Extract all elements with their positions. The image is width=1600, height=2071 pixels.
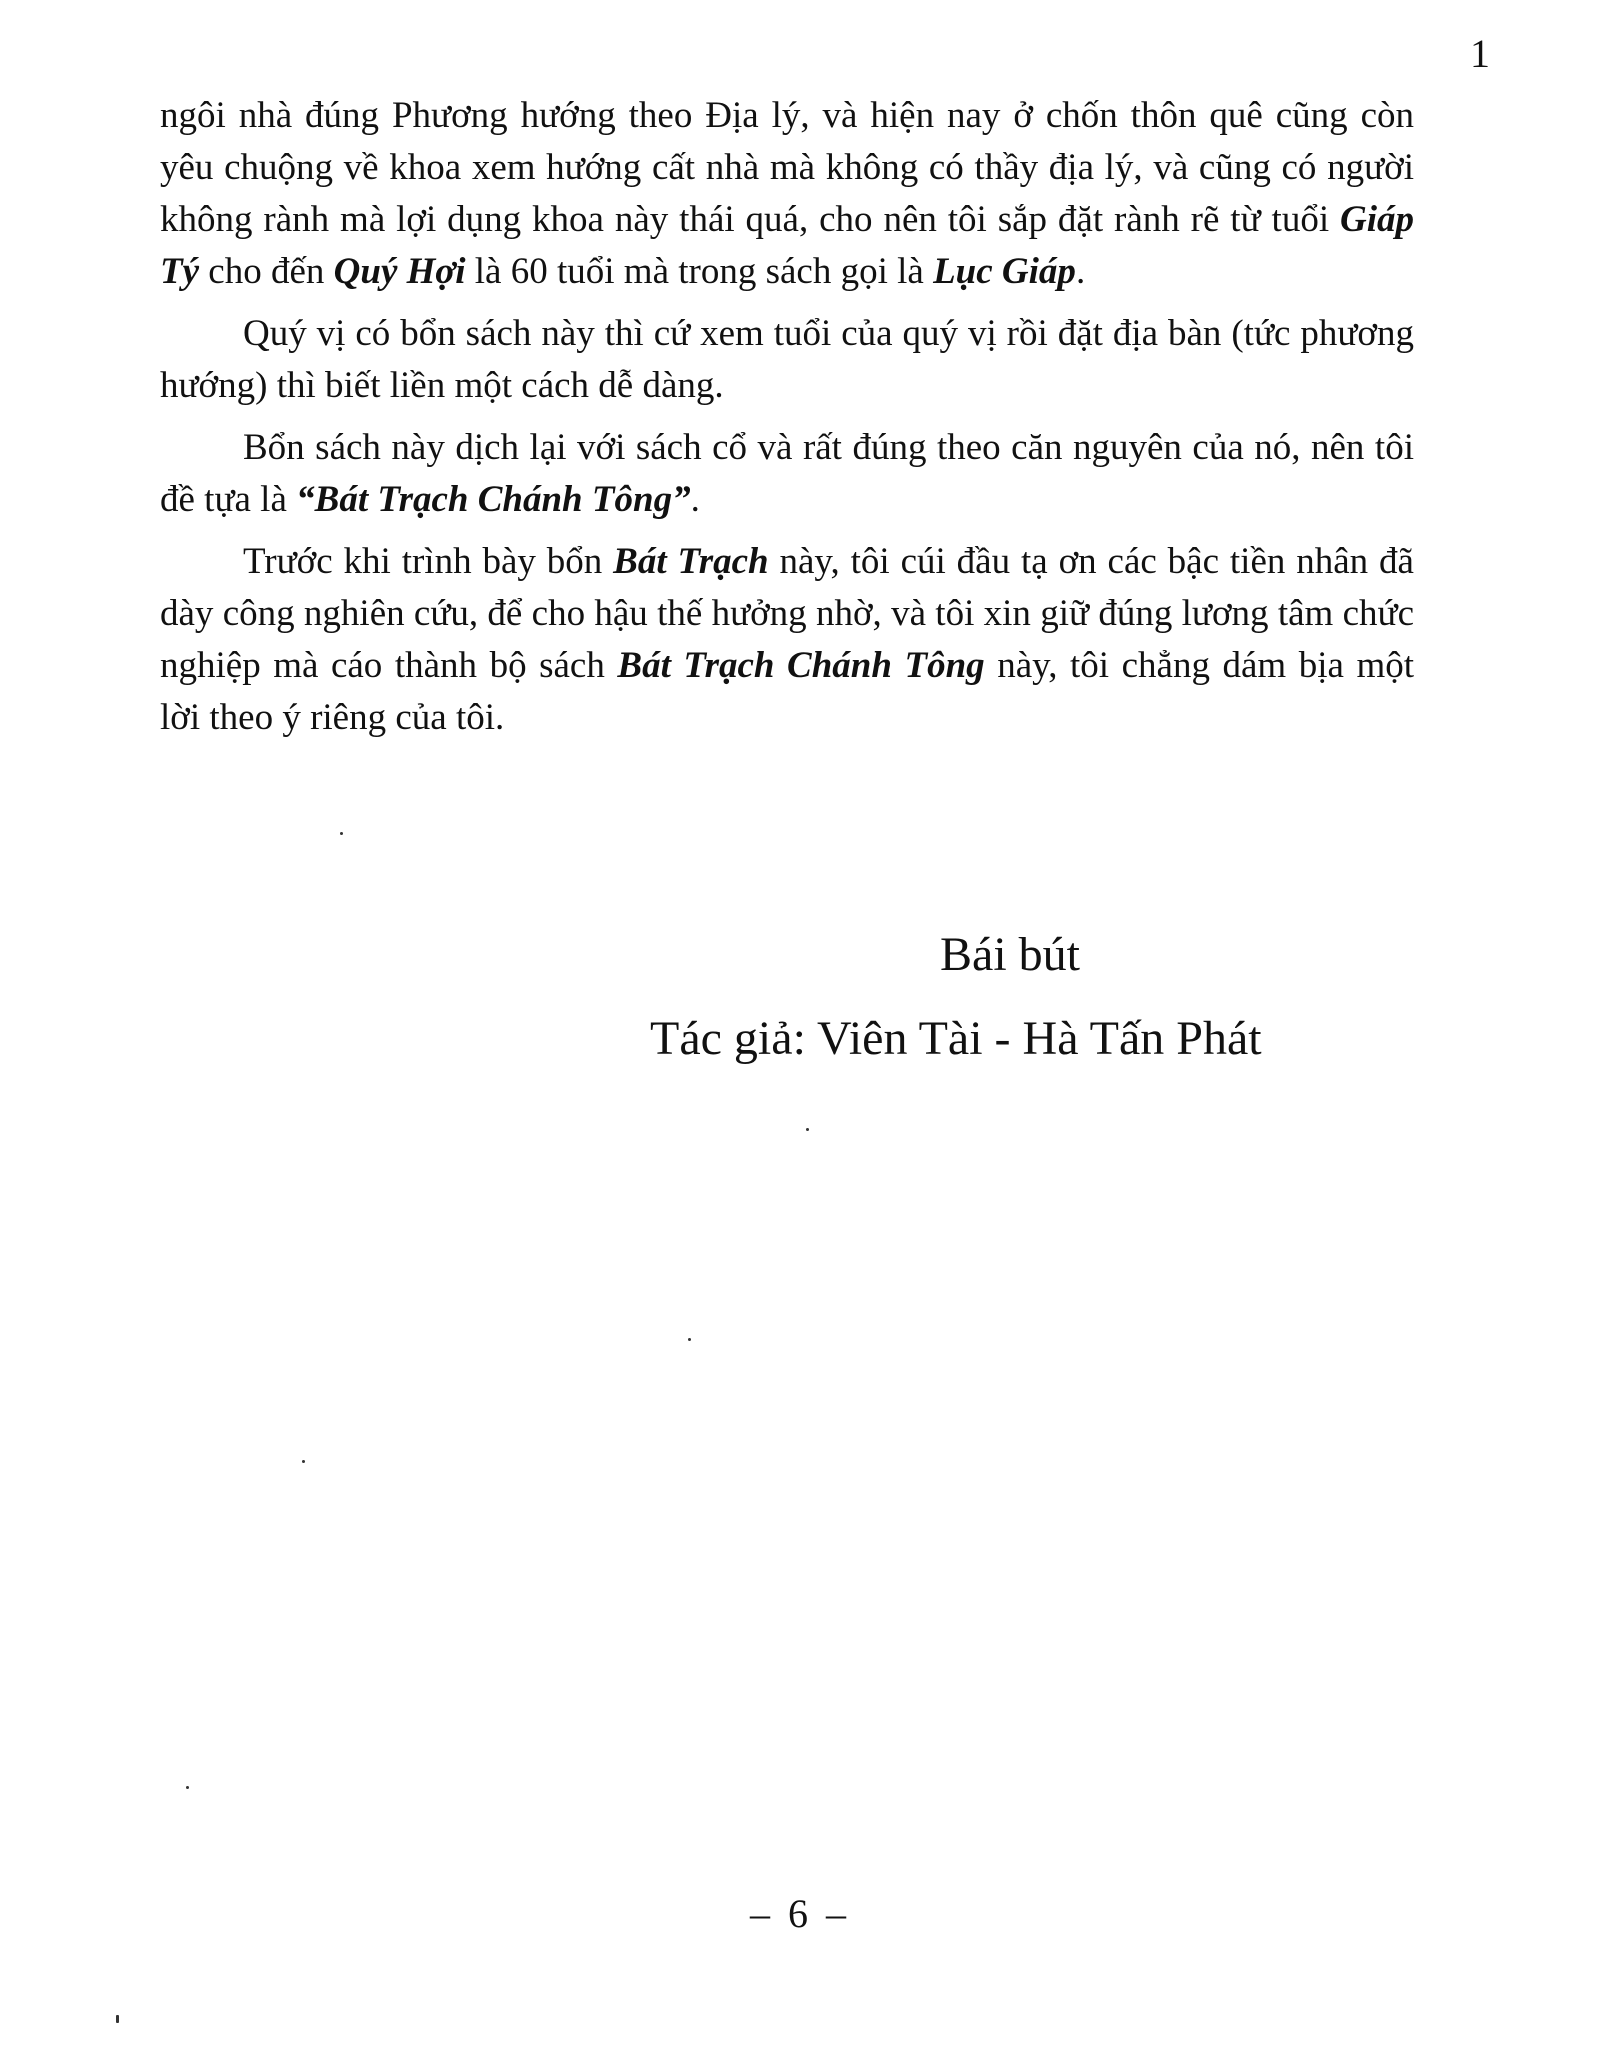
paragraph — [160, 536, 1414, 744]
signature-author: Tác giả: Viên Tài - Hà Tấn Phát — [650, 1012, 1262, 1066]
signature-block — [650, 924, 1450, 1071]
scan-speck — [688, 1338, 691, 1341]
body-text — [160, 90, 1414, 754]
text-run: Bổn sách này dịch lại với sách cổ và rất đúng theo căn nguyên của nó, nên tôi đề tựa là — [160, 427, 1414, 520]
scan-speck — [116, 2015, 119, 2023]
emphasized-term: Giáp Tý — [160, 199, 1414, 292]
text-run: . — [1075, 251, 1086, 292]
emphasized-term: “Bát Trạch Chánh Tông” — [296, 479, 691, 520]
emphasized-term: Lục Giáp — [933, 251, 1076, 292]
text-run: . — [690, 479, 700, 520]
scan-speck — [302, 1460, 305, 1463]
text-run: này, tôi cúi đầu tạ ơn các bậc tiền nhân đã dày công nghiên cứu, để cho hậu thế hưởng nhờ, và tôi xin giữ đúng lương tâm chức nghiệp mà cáo thành bộ sách — [160, 541, 1414, 686]
paragraph — [160, 90, 1414, 298]
scan-speck — [186, 1786, 189, 1789]
scan-speck — [340, 832, 343, 835]
emphasized-term: Quý Hợi — [333, 251, 466, 292]
text-run: cho đến — [199, 251, 334, 292]
text-run: Quý vị có bổn sách này thì cứ xem tuổi của quý vị rồi đặt địa bàn (tức phương hướng) thì biết liền một cách dễ dàng. — [160, 313, 1414, 406]
page-number: – 6 – — [750, 1891, 850, 1936]
text-run: là 60 tuổi mà trong sách gọi là — [465, 251, 934, 292]
emphasized-term: Bát Trạch — [613, 541, 769, 582]
signature-closing: Bái bút — [940, 928, 1080, 981]
corner-mark: 1 — [1470, 31, 1490, 76]
emphasized-term: Bát Trạch Chánh Tông — [617, 645, 985, 686]
paragraph — [160, 422, 1414, 526]
text-run: ngôi nhà đúng Phương hướng theo Địa lý, và hiện nay ở chốn thôn quê cũng còn yêu chuộng về khoa xem hướng cất nhà mà không có thầy địa lý, và cũng có người không rành mà lợi dụng khoa này thái quá, cho nên tôi sắp đặt rành rẽ từ tuổi — [160, 95, 1414, 240]
text-run: này, tôi chẳng dám bịa một lời theo ý riêng của tôi. — [160, 645, 1414, 738]
scan-speck — [806, 1128, 809, 1131]
text-run: Trước khi trình bày bổn — [243, 541, 614, 582]
paragraph — [160, 308, 1414, 412]
